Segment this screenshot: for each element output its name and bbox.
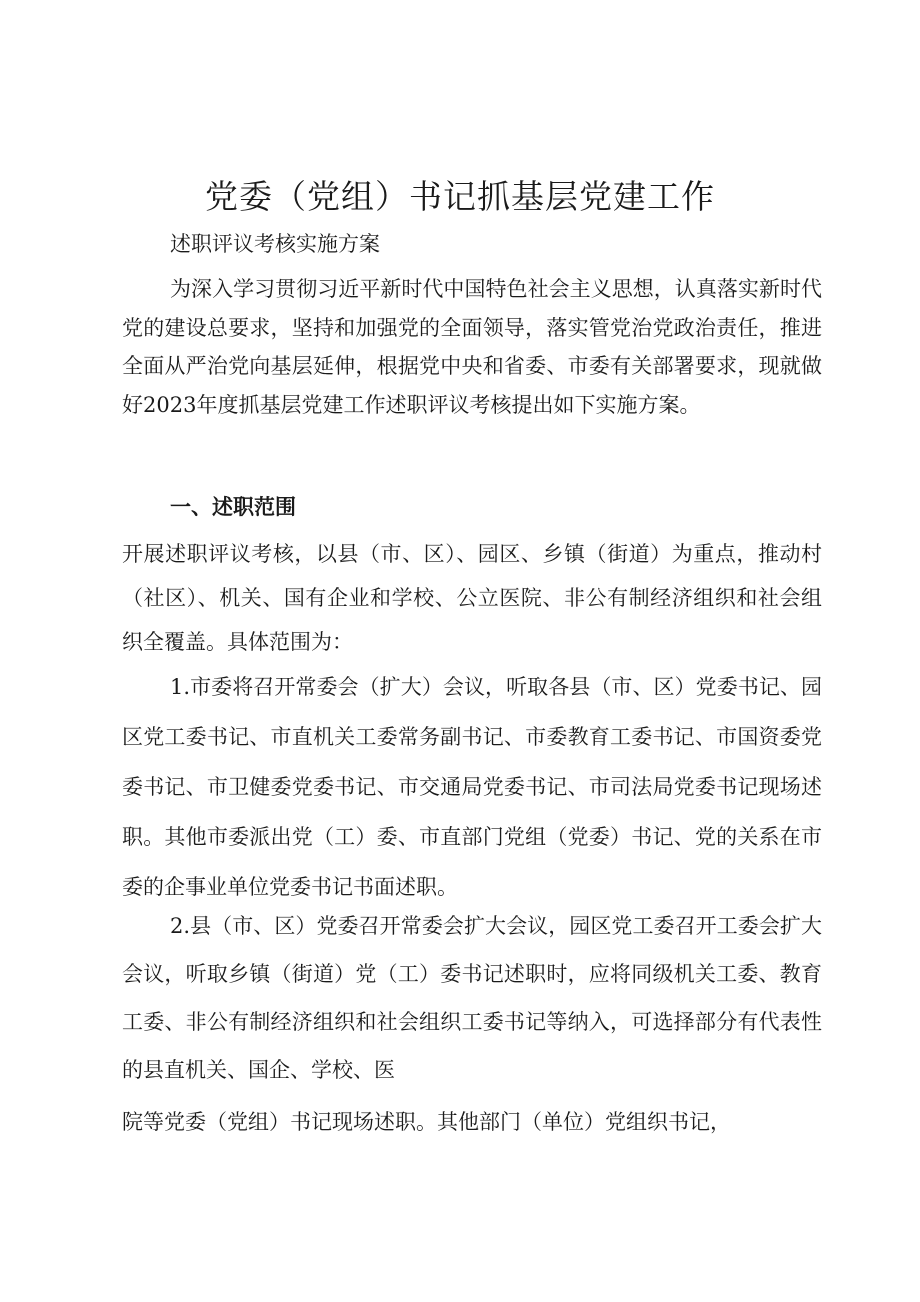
section-heading-scope: 一、述职范围	[170, 495, 296, 519]
scope-item-2-continued: 院等党委（党组）书记现场述职。其他部门（单位）党组织书记，	[122, 1110, 731, 1134]
document-subtitle: 述职评议考核实施方案	[170, 232, 380, 256]
scope-paragraph: 开展述职评议考核，以县（市、区）、园区、乡镇（街道）为重点，推动村（社区）、机关、国有企业和学校、公立医院、非公有制经济组织和社会组织全覆盖。具体范围为：	[122, 542, 822, 654]
scope-item-1: 1.市委将召开常委会（扩大）会议，听取各县（市、区）党委书记、园区党工委书记、市直机关工委常务副书记、市委教育工委书记、市国资委党委书记、市卫健委党委书记、市交通局党委书记、市司法局党委书记现场述职。其他市委派出党（工）委、市直部门党组（党委）书记、党的关系在市委的企事业单位党委书记书面述职。	[122, 675, 822, 899]
document-title: 党委（党组）书记抓基层党建工作	[205, 177, 715, 216]
intro-paragraph: 为深入学习贯彻习近平新时代中国特色社会主义思想，认真落实新时代党的建设总要求，坚持和加强党的全面领导，落实管党治党政治责任，推进全面从严治党向基层延伸，根据党中央和省委、市委有关部署要求，现就做好2023年度抓基层党建工作述职评议考核提出如下实施方案。	[122, 277, 822, 417]
scope-item-2: 2.县（市、区）党委召开常委会扩大会议，园区党工委召开工委会扩大会议，听取乡镇（街道）党（工）委书记述职时，应将同级机关工委、教育工委、非公有制经济组织和社会组织工委书记等纳入，可选择部分有代表性的县直机关、国企、学校、医	[122, 914, 822, 1082]
